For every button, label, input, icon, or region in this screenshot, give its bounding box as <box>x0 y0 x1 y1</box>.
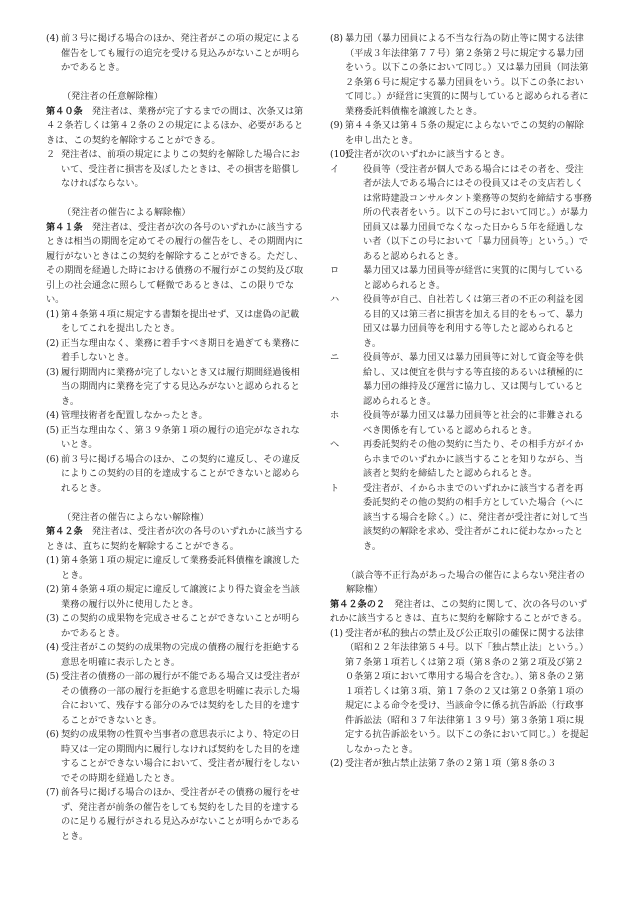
list-item <box>46 308 307 337</box>
list-item <box>46 641 307 670</box>
sub-item-text: 役員等が、暴力団又は暴力団員等に対して資金等を供給し、又は便宜を供与する等直接的あるいは積極的に暴力団の維持及び運営に協力し、又は関与していると認められるとき。 <box>363 352 584 407</box>
list-item <box>330 757 592 772</box>
item-number: (5) <box>46 424 60 436</box>
list-item <box>46 728 307 786</box>
list-item <box>46 554 307 583</box>
item-text: 受注者が独占禁止法第７条の２第１項（第８条の３ <box>345 758 557 769</box>
list-item <box>46 453 307 497</box>
list-item <box>46 424 307 453</box>
sub-item-text: 役員等（受注者が個人である場合にはその者を、受注者が法人である場合にはその役員又はその支店若しくは常時建設コンサルタント業務等の契約を締結する事務所の代表者をいう。以下この号において同じ。）が暴力団員又は暴力団員でなくなった日から５年を経過しない者（以下この号において「暴力団員等」という。）であると認められるとき。 <box>363 163 592 262</box>
item-number: (9) <box>330 120 344 131</box>
item-text: 前各号に掲げる場合のほか、受注者がその債務の履行をせず、発注者が前条の催告をしても契約をした目的を達するのに足りる履行がされる見込みがないことが明らかであるとき。 <box>61 787 300 842</box>
item-text: 第４４条又は第４５条の規定によらないでこの契約の解除を申し出たとき。 <box>345 120 584 146</box>
sub-item-text: 再委託契約その他の契約に当たり、その相手方がイからホまでのいずれかに該当することを知りながら、当該者と契約を締結したと認められるとき。 <box>363 439 584 479</box>
list-item <box>330 627 592 758</box>
item-number: (10) <box>330 149 349 160</box>
article-text: 発注者は、業務が完了するまでの間は、次条又は第４２条若しくは第４２条の２の規定によるほか、必要があるときは、この契約を解除することができる。 <box>46 105 304 146</box>
item-number: (5) <box>46 671 60 682</box>
item-text: 受注者が私的独占の禁止及び公正取引の確保に関する法律（昭和２２年法律第５４号。以下「独占禁止法」という。）第７条第１項若しくは第２項（第８条の２第２項及び第２０条第２項において準用する場合を含む。）、第８条の２第１項若しくは第３項、第１７条の２又は第２０条第１項の規定による命令を受け、当該命令に係る抗告訴訟（行政事件訴訟法（昭和３７年法律第１３９号）第３条第１項に規定する抗告訴訟をいう。以下この条において同じ。）を提起しなかったとき。 <box>345 627 589 755</box>
sub-item <box>330 264 592 293</box>
sub-item-marker: イ <box>330 163 340 175</box>
section-heading: （発注者の催告によらない解除権） <box>62 511 209 523</box>
section-heading: （発注者の催告による解除権） <box>62 207 191 218</box>
item-text: 契約の成果物の性質や当事者の意思表示により、特定の日時又は一定の期間内に履行しなければ契約をした目的を達することができない場合において、受注者が履行をしないでその時期を経過したとき。 <box>61 729 300 784</box>
list-item <box>46 786 307 844</box>
sub-item-text: 役員等が暴力団又は暴力団員等と社会的に非難されるべき関係を有していると認められるとき。 <box>363 410 584 436</box>
article-41 <box>46 221 307 308</box>
article-42-2 <box>330 598 592 627</box>
item-text: 発注者は、前項の規定によりこの契約を解除した場合において、受注者に損害を及ぼしたときは、その損害を賠償しなければならない。 <box>61 149 300 189</box>
item-number: (3) <box>46 613 60 624</box>
article-label: 第４１条 <box>46 221 83 233</box>
article-text: 発注者は、受注者が次の各号のいずれかに該当するときは相当の期間を定めてその履行の催告をし、その期間内に履行がないときはこの契約を解除することができる。ただし、その期間を経過した時における債務の不履行がこの契約及び取引上の社会通念に照らして軽微であるときは、この限りでない。 <box>46 221 304 305</box>
sub-item-marker: ヘ <box>330 439 340 450</box>
item-number: (4) <box>46 642 60 653</box>
item-number: (1) <box>46 555 60 566</box>
sub-item <box>330 409 592 438</box>
item-text: 正当な理由なく、第３９条第１項の履行の追完がなされないとき。 <box>61 424 300 450</box>
article-label: 第４２条の２ <box>330 598 386 610</box>
item-text: 受注者がこの契約の成果物の完成の債務の履行を拒絶する意思を明確に表示したとき。 <box>61 642 300 668</box>
item-text: 受注者が次のいずれかに該当するとき。 <box>345 149 511 160</box>
item-text: 前３号に掲げる場合のほか、この契約に違反し、その違反によりこの契約の目的を達成することができないと認められるとき。 <box>61 453 300 494</box>
list-item <box>46 670 307 728</box>
item-number: (1) <box>330 627 344 639</box>
item-number: (2) <box>46 337 60 349</box>
right-column <box>330 32 592 772</box>
item-number: (4) <box>46 410 60 421</box>
sub-item-marker: ニ <box>330 352 340 363</box>
item-text: 正当な理由なく、業務に着手すべき期日を過ぎても業務に着手しないとき。 <box>61 337 300 363</box>
item-text: 第４条第４項に規定する書類を提出せず、又は虚偽の記載をしてこれを提出したとき。 <box>61 308 300 334</box>
article-label: 第４２条 <box>46 526 83 537</box>
item-number: (2) <box>46 584 60 595</box>
article-42 <box>46 525 307 554</box>
section-heading: （談合等不正行為があった場合の催告によらない発注者の解除権） <box>346 569 585 595</box>
item-number: (4) <box>46 33 60 44</box>
section-heading: （発注者の任意解除権） <box>62 91 164 102</box>
item-text: 履行期間内に業務が完了しないとき又は履行期間経過後相当の期間内に業務を完了する見込みがないと認められるとき。 <box>61 366 300 407</box>
list-item <box>46 583 307 612</box>
item-text: この契約の成果物を完成させることができないことが明らかであるとき。 <box>61 613 300 639</box>
left-column <box>46 32 307 844</box>
list-item <box>330 119 592 148</box>
list-item <box>330 148 592 163</box>
sub-item-marker: ホ <box>330 410 340 421</box>
article-text: 発注者は、受注者が次の各号のいずれかに該当するときは、直ちに契約を解除することができる。 <box>46 526 304 552</box>
sub-item-text: 受注者が、イからホまでのいずれかに該当する者を再委託契約その他の契約の相手方としていた場合（へに該当する場合を除く。）に、発注者が受注者に対して当該契約の解除を求め、受注者がこれに従わなかったとき。 <box>363 482 588 552</box>
item-text: 受注者の債務の一部の履行が不能である場合又は受注者がその債務の一部の履行を拒絶する意思を明確に表示した場合において、残存する部分のみでは契約をした目的を達することができないとき。 <box>61 671 300 726</box>
sub-item-marker: ト <box>330 482 340 494</box>
list-item <box>46 337 307 366</box>
article-label: 第４０条 <box>46 105 83 117</box>
item-number: (1) <box>46 308 60 320</box>
paragraph-2 <box>46 148 307 192</box>
item-text: 前３号に掲げる場合のほか、発注者がこの項の規定による催告をしても履行の追完を受ける見込みがないことが明らかであるとき。 <box>61 33 300 73</box>
sub-item <box>330 293 592 351</box>
item-number: (7) <box>46 787 60 798</box>
article-text: 発注者は、この契約に関して、次の各号のいずれかに該当するときは、直ちに契約を解除することができる。 <box>330 598 588 624</box>
sub-item <box>330 163 592 265</box>
list-item <box>46 409 307 424</box>
item-number: (8) <box>330 33 344 44</box>
list-item <box>46 612 307 641</box>
item-number: (6) <box>46 729 60 740</box>
item-text: 第４条第４項の規定に違反して譲渡により得た資金を当該業務の履行以外に使用したとき。 <box>61 584 300 610</box>
article-40 <box>46 105 307 149</box>
sub-item-marker: ハ <box>330 294 340 305</box>
list-item <box>46 366 307 410</box>
list-item <box>330 32 592 119</box>
sub-item-marker: ロ <box>330 265 340 276</box>
item-number: (6) <box>46 453 60 465</box>
item-number: (3) <box>46 366 60 378</box>
sub-item <box>330 351 592 409</box>
item-text: 第４条第１項の規定に違反して業務委託料債権を譲渡したとき。 <box>61 555 300 581</box>
sub-item <box>330 482 592 555</box>
item-number: ２ <box>46 149 56 160</box>
item-number: (2) <box>330 758 344 769</box>
item-text: 暴力団（暴力団員による不当な行為の防止等に関する法律（平成３年法律第７７号）第２条第２号に規定する暴力団をいう。以下この条において同じ。）又は暴力団員（同法第２条第６号に規定する暴力団員をいう。以下この条において同じ。）が経営に実質的に関与していると認められる者に業務委託料債権を譲渡したとき。 <box>345 33 589 117</box>
sub-item-text: 暴力団又は暴力団員等が経営に実質的に関与していると認められるとき。 <box>363 265 584 291</box>
item-text: 管理技術者を配置しなかったとき。 <box>61 410 208 421</box>
sub-item-text: 役員等が自己、自社若しくは第三者の不正の利益を図る目的又は第三者に損害を加える目的をもって、暴力団又は暴力団員等を利用する等したと認められるとき。 <box>363 294 584 349</box>
list-item <box>46 32 307 76</box>
sub-item <box>330 438 592 482</box>
